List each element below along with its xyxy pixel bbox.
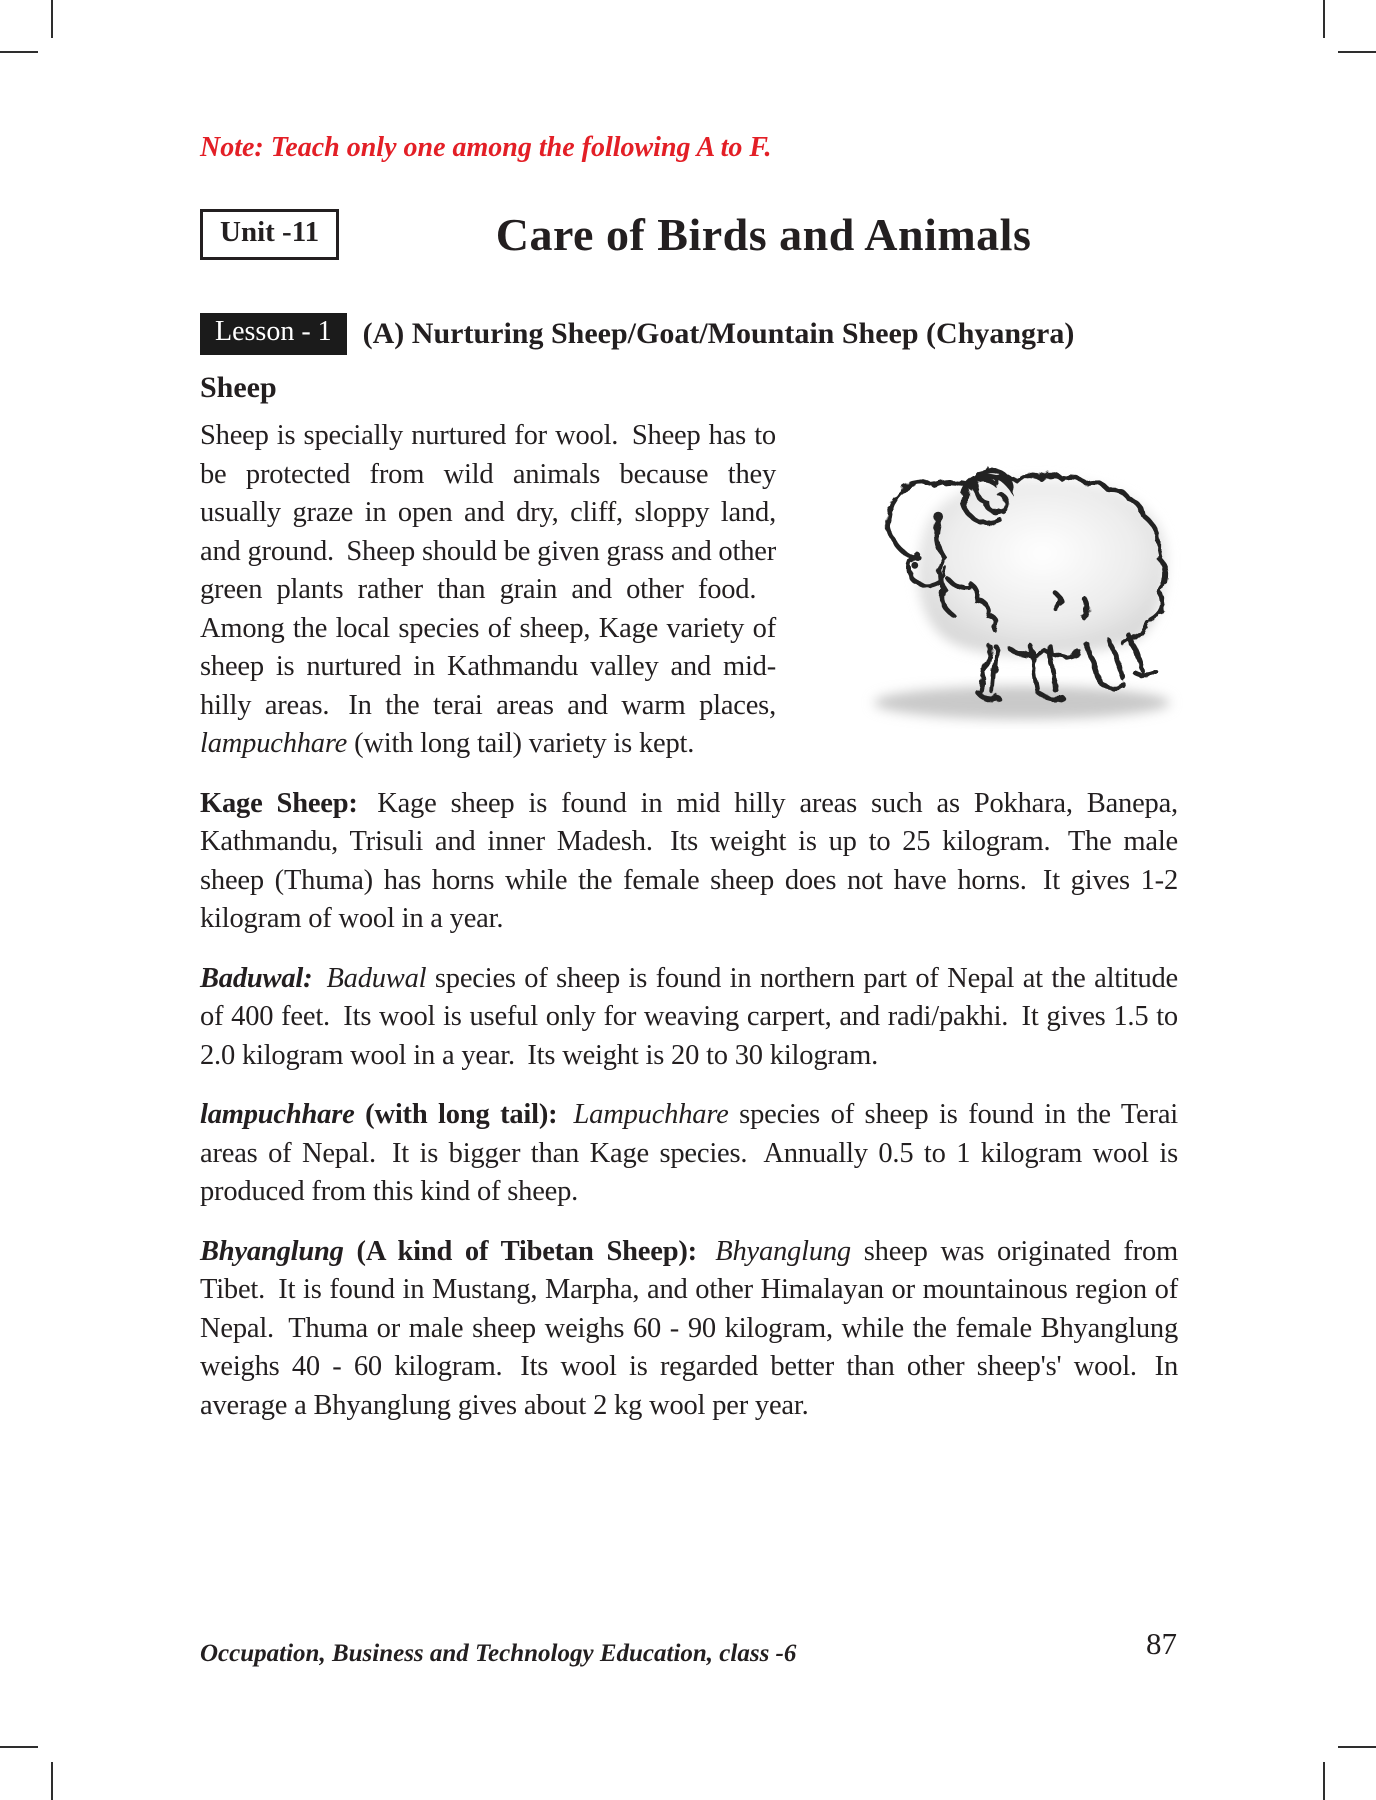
- crop-mark: [1338, 51, 1376, 53]
- crop-mark: [1323, 1762, 1325, 1800]
- sheep-body: [918, 479, 1166, 655]
- unit-badge: Unit -11: [200, 209, 339, 260]
- paragraph-intro: [200, 417, 1178, 764]
- section-heading-sheep: Sheep: [200, 371, 277, 404]
- paragraph-bhyanglung: [200, 1233, 1178, 1426]
- paragraph-lampuchhare-text: lampuchhare (with long tail): Lampuchhare species of sheep is found in the Terai areas of Nepal. It is bigger than Kage species. Annually 0.5 to 1 kilogram wool is produced from this kind of sheep.: [200, 1099, 1178, 1207]
- lesson-row: [200, 313, 1178, 355]
- page-content: [200, 0, 1178, 1425]
- crop-mark: [51, 1762, 53, 1800]
- paragraph-baduwal: [200, 960, 1178, 1076]
- lesson-badge: Lesson - 1: [200, 313, 347, 355]
- paragraph-bhyanglung-text: Bhyanglung (A kind of Tibetan Sheep): Bhyanglung sheep was originated from Tibet. It is found in Mustang, Marpha, and other Himalayan or mountainous region of Nepal. Thuma or male sheep weighs 60 - 90 kilogram, while the female Bhyanglung weighs 40 - 60 kilogram. Its wool is regarded better than other sheep's' wool. In average a Bhyanglung gives about 2 kg wool per year.: [200, 1235, 1178, 1421]
- lesson-heading: (A) Nurturing Sheep/Goat/Mountain Sheep (Chyangra): [362, 317, 1075, 350]
- sheep-illustration: [776, 417, 1178, 717]
- teacher-note: Note: Teach only one among the following A to F.: [200, 132, 772, 163]
- sheep-nostril: [911, 562, 918, 569]
- footer-book-title: Occupation, Business and Technology Education, class -6: [200, 1640, 797, 1667]
- page-title: Care of Birds and Animals: [495, 209, 1032, 260]
- title-row: [200, 208, 1178, 261]
- crop-mark: [0, 1746, 38, 1748]
- sheep-sketch-svg: [848, 427, 1192, 729]
- paragraph-baduwal-text: Baduwal: Baduwal species of sheep is found in northern part of Nepal at the altitude of 400 feet. Its wool is useful only for weaving carpert, and radi/pakhi. It gives 1.5 to 2.0 kilogram wool in a year. Its weight is 20 to 30 kilogram.: [200, 962, 1178, 1071]
- paragraph-lampuchhare: [200, 1096, 1178, 1212]
- crop-mark: [51, 0, 53, 38]
- paragraph-kage: [200, 785, 1178, 939]
- paragraph-intro-text: Sheep is specially nurtured for wool. Sheep has to be protected from wild animals because they usually graze in open and dry, cliff, sloppy land, and ground. Sheep should be given grass and other green plants rather than grain and other food. Among the local species of sheep, Kage variety of sheep is nurtured in Kathmandu valley and mid-hilly areas. In the terai areas and warm places, lampuchhare (with long tail) variety is kept.: [200, 420, 776, 759]
- crop-mark: [1323, 0, 1325, 38]
- crop-mark: [0, 51, 38, 53]
- ground-shadow: [874, 686, 1170, 719]
- sheep-rear-leg-2: [1129, 635, 1156, 675]
- crop-mark: [1338, 1746, 1376, 1748]
- page-number: 87: [1146, 1626, 1177, 1661]
- sheep-eye: [933, 512, 943, 522]
- paragraph-kage-text: Kage Sheep: Kage sheep is found in mid hilly areas such as Pokhara, Banepa, Kathmandu, Trisuli and inner Madesh. Its weight is up to 25 kilogram. The male sheep (Thuma) has horns while the female sheep does not have horns. It gives 1-2 kilogram of wool in a year.: [200, 787, 1178, 934]
